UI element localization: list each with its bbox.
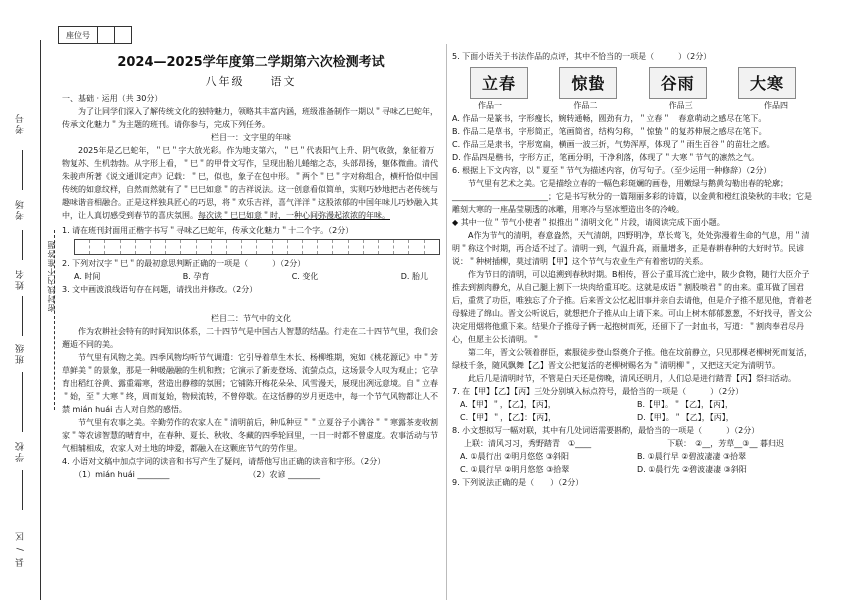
q7-option-a[interactable]: A.【甲】＂，【乙】，【丙】， (460, 400, 556, 409)
seat-number-label: 座位号 (59, 27, 98, 43)
writing-grid[interactable] (74, 239, 440, 255)
left-column (62, 56, 440, 481)
exam-title: 2024—2025学年度第二学期第六次检测考试 (117, 55, 385, 70)
class-blank[interactable] (22, 372, 23, 432)
question-8-options (452, 450, 814, 476)
binding-line (40, 40, 41, 600)
wavy-sentence: 每次读＂巳巳如意＂时，一种心间弥漫起浓浓的年味。 (198, 211, 390, 220)
column1-paragraph (62, 144, 440, 222)
seat-digit-cell[interactable] (115, 27, 131, 43)
column3-paragraph-1: A作为节气的清明，春意盎然，天气清朗，四野明净，草长莺飞，处处弥漫着生命的气息，用＂清明＂称这个时期，再合适不过了。清明一到，气温升高，雨量增多，正是春耕春种的大好时节。民谚说：＂种树插柳，莫过清明【甲】这个节气与农业生产有着密切的关系。 (452, 231, 810, 266)
caption-1: 作品一 (478, 101, 502, 110)
option-b[interactable]: B. 孕育 (182, 272, 210, 281)
name-blank[interactable] (22, 296, 23, 336)
question-4-answers (62, 468, 440, 481)
question-8: 8. 小文想拟写一幅对联，其中有几处词语需要斟酌，最恰当的一项是（ ）（2分） (452, 426, 760, 435)
calligraphy-work-3: 谷雨 (649, 67, 707, 99)
exam-subtitle: 八年级 语文 (205, 75, 297, 88)
column3-paragraph-4: 此后几是清明时节，不管是白天还是傍晚，清风还明月，人们总是进行踏青【丙】祭扫活动。 (468, 374, 796, 383)
question-7-options (452, 398, 814, 424)
calligraphy-work-2: 惊蛰 (559, 67, 617, 99)
column3-paragraph-3: 第二年，晋文公领着群臣，素服徒步登山祭奠介子推。他在坟前静立，只见那棵老柳树死而复活，绿枝千条，随风飘舞【乙】晋文公把复活的老柳树赐名为＂清明柳＂，又把这天定为清明节。 (452, 348, 812, 370)
question-6: 6. 根据上下文内容，以＂夏至＂节气为描述内容，仿写句子。（至少运用一种修辞）（2分） (452, 166, 772, 175)
question-3: 3. 文中画波浪线语句存在问题，请找出并修改。（2分） (62, 285, 258, 294)
column2-paragraph-2: 节气里有风物之美。四季风物均听节气调遣：它引导着草生木长、杨柳维期，宛如《桃花源记》中＂芳草鲜美＂的景象，那是一种暖融融的生机和煦；它演示了新麦登场、流萤点点，这场景令人叹为观止；它孕育出稻红谷黄、露重霜寒，营造出静穆的氛围；它铺陈开梅花朵朵、风雪漫天，展现出冽远意境。自＂立春＂始，至＂大寒＂终，周而复始，物候流转，不曾停歇。在这恬静的岁月更迭中，每一个节气风物都让人不禁 mián huái 古人对自然的感悟。 (62, 353, 438, 414)
name-label: 姓名 (16, 268, 26, 290)
column2-paragraph-3: 节气里有农事之美。辛勤劳作的农家人在＂清明前后，种瓜种豆＂＂立夏谷子小满谷＂＂寒露茶麦收割家＂等农谚智慧的晴育中，在春种、夏长、秋收、冬藏的四季轮回里，一日一时都不曾虚度。农事活动与节气相辅相成，农家人对土地的坤爱，都融入在这颗庶节气的劳作里。 (62, 418, 438, 453)
calligraphy-row (452, 67, 814, 99)
q8-option-b[interactable]: B. ①晨行早 ②碧波凄凄 ③拾翠 (637, 452, 747, 461)
county-label: 县 / 区 (16, 530, 26, 567)
column1-title: 栏目一：文字里的年味 (211, 133, 291, 142)
q7-option-d[interactable]: D.【甲】。＂【乙】，【丙】， (637, 413, 734, 422)
question-7: 7. 在【甲】【乙】【丙】三处分别填入标点符号，最恰当的一项是（ ）（2分） (452, 387, 744, 396)
option-c[interactable]: C. 变化 (291, 272, 319, 281)
couplet-upper: 上联：清风习习，秀野踏青 ①____ (464, 439, 592, 448)
school-blank[interactable] (22, 470, 23, 510)
couplet (452, 437, 814, 450)
question-5: 5. 下面小语关于书法作品的点评，其中不恰当的一项是（ ）（2分） (452, 52, 712, 61)
column2-paragraph-1: 作为农耕社会特有的时间知识体系，二十四节气是中国古人智慧的结晶。行走在二十四节气里，我们会邂逅不同的美。 (62, 327, 438, 349)
seat-digit-cell[interactable] (98, 27, 115, 43)
q8-option-c[interactable]: C. ①晨行早 ②明月悠悠 ③拾翠 (460, 465, 570, 474)
section-heading: 一、基础 · 运用（共 30分） (62, 94, 163, 103)
question-9: 9. 下列说法正确的是（ ）（2分） (452, 478, 584, 487)
intro-paragraph: 为了让同学们深入了解传统文化的独特魅力，领略其丰富内涵，班级准备制作一期以＂寻味乙巳蛇年，传承文化魅力＂为主题的班刊。请你参与，完成下列任务。 (62, 107, 438, 129)
question-2-options (62, 270, 440, 283)
answer-space[interactable] (62, 296, 440, 312)
q7-option-b[interactable]: B.【甲】。＂【乙】，【丙】， (637, 400, 734, 409)
q5-option-c[interactable]: C. 作品三是隶书，字形宽扁，横画一波三折，气势浑厚，体现了＂雨生百谷＂的苗壮之感。 (452, 140, 775, 149)
column3-paragraph-2: 作为节日的清明，可以追溯到春秋时期。B相传，晋公子重耳流亡途中，陂少食物，随行大臣介子推去到割肉静允，从自己腿上割下一块肉给重耳吃。这就是成语＂割股啖君＂的由来。重耳做了国君后，重赏了功臣，唯独忘了介子推。后来晋文公忆起旧事并亲自去请他，但是介子推不愿见他，背着老母躲进了绵山。晋文公听说后，就想把介子推从山上请下来。可山上树木郁郁葱葱，不好找寻，晋文公决定用烟将他熏下来。结果介子推母子俩一起抱树而死，还留下了一封血书，写道：＂割肉奉君尽丹心，但愿主公长清明。＂ (452, 270, 812, 344)
q8-option-a[interactable]: A. ①晨行出 ②明月悠悠 ③斜阳 (460, 452, 570, 461)
couplet-lower: 下联： ②__，芳草__③__ 暮归迟 (667, 439, 784, 448)
q5-option-a[interactable]: A. 作品一是篆书，字形瘦长，婉转通畅，圆劲有力，＂立春＂ 春意萌动之感尽在笔下。 (452, 114, 767, 123)
exam-room-blank[interactable] (22, 230, 23, 260)
q5-option-b[interactable]: B. 作品二是草书，字形简正，笔画简省，结构匀称，＂惊蛰＂的复苏伸展之感尽在笔下。 (452, 127, 767, 136)
seal-warning: 密封线内不准答题 (47, 240, 56, 312)
calligraphy-work-1: 立春 (470, 67, 528, 99)
option-a[interactable]: A. 时间 (74, 272, 101, 281)
seat-number-box (58, 26, 132, 44)
column3-intro: ◆ 其中一位＂节气小使者＂拟推出＂清明文化＂片段，请阅读完成下面小题。 (452, 218, 725, 227)
caption-2: 作品二 (573, 101, 598, 110)
school-label: 学校 (16, 440, 26, 462)
question-6-text: 节气里有艺术之美。它是描绘立春的一幅色彩斑斓的画卷，用嫩绿与鹅黄勾勒出春的轮廓；________________________；它是书写秋分的一篇翔丽多彩的诗篇，以金黄和橙红浪染秋的丰收；它是雕刻大寒的一座晶莹剔透的冰雕，用寒冷与坚冰塑造出冬的冷峻。 (452, 179, 812, 214)
question-2: 2. 下列对汉字＂巳＂的最初意思判断正确的一项是（ ）（2分） (62, 259, 306, 268)
answer-blank-2[interactable]: （2）农谚 ________ (248, 470, 320, 479)
exam-id-blank[interactable] (22, 150, 23, 190)
option-d[interactable]: D. 胎儿 (400, 272, 428, 281)
q5-option-d[interactable]: D. 作品四是楷书，字形方正，笔画分明，干净利落，体现了＂大寒＂节气的凛然之气。 (452, 153, 760, 162)
calligraphy-captions (452, 99, 814, 112)
question-1: 1. 请在班刊封面用正楷字书写＂寻味乙巳蛇年，传承文化魅力＂十二个字。（2分） (62, 226, 354, 235)
column1-text: 2025年是乙巳蛇年，＂巳＂字大放光彩。作为地支第六，＂巳＂代表阳气上升、阴气收敛，象征着万物复苏、生机勃勃。从字形上看，＂巳＂的甲骨文写作，呈现出胎儿蜷缩之态，头部昂扬，躯体微曲。清代朱骏声所著《说文通训定声》记载：＂巳，似也，象子在包中形。＂两个＂巳＂字对称组合，横杆恰似中国传统的如意纹样，自然而然就有了＂巳巳如意＂的吉祥说法。这一创意看似简单，实则巧妙地把古老传统与趣味谐音相融合。正是这样独具匠心的巧思，将＂欢乐吉祥，喜气洋洋＂这股浓郁的中国年味儿巧妙融入其中，让人真切感受到春节的喜庆氛围。 (62, 146, 438, 220)
calligraphy-work-4: 大寒 (738, 67, 796, 99)
class-label: 班级 (16, 342, 26, 364)
answer-blank-1[interactable]: （1）mián huái ________ (74, 470, 170, 479)
exam-id-label: 考号 (16, 112, 26, 134)
right-column (452, 50, 814, 489)
caption-4: 作品四 (763, 101, 788, 110)
caption-3: 作品三 (668, 101, 693, 110)
column2-title: 栏目二：节气中的文化 (211, 314, 291, 323)
question-4: 4. 小语对文稿中加点字词的读音和书写产生了疑问，请帮他写出正确的读音和字形。（2分） (62, 457, 386, 466)
column-divider (446, 44, 447, 600)
q8-option-d[interactable]: D. ①晨行先 ②碧波凄凄 ③斜阳 (637, 465, 747, 474)
q7-option-c[interactable]: C.【甲】＂，【乙】：【丙】， (460, 413, 557, 422)
exam-room-label: 考场 (16, 198, 26, 220)
